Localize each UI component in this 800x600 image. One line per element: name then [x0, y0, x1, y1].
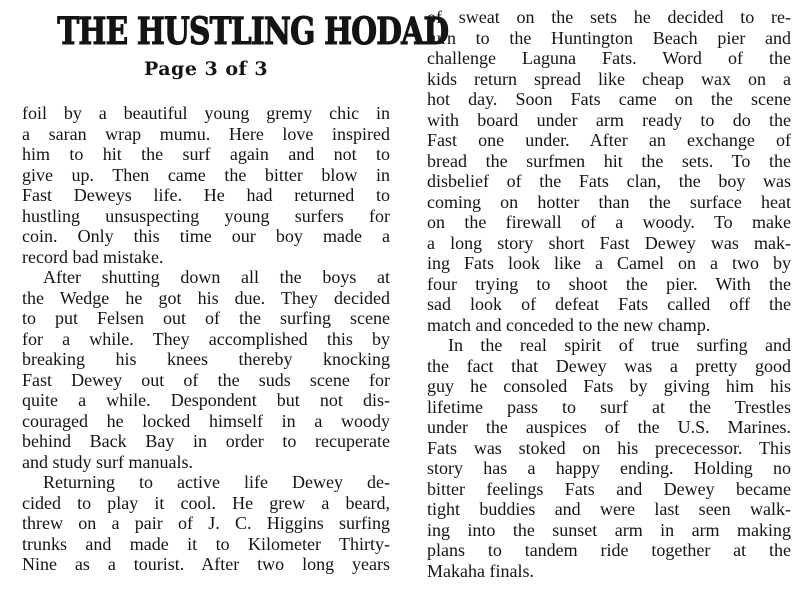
text-line: Nine as a tourist. After two long years [22, 554, 390, 574]
text-line: the Wedge he got his due. They decided [22, 287, 390, 308]
text-line: tight buddies and were last seen walk- [427, 499, 791, 519]
text-line: give up. Then came the bitter blow in [22, 164, 390, 185]
text-line: turn to the Huntington Beach pier and [427, 27, 791, 48]
text-line: In the real spirit of true surfing and [448, 335, 791, 355]
text-line: cided to play it cool. He grew a beard, [22, 492, 390, 513]
page-subtitle: Page 3 of 3 [143, 58, 269, 80]
text-line: foil by a beautiful young gremy chic in [22, 103, 390, 123]
text-line: breaking his knees thereby knocking [22, 349, 390, 369]
text-line: on the firewall of a woody. To make [427, 212, 791, 232]
text-line: Fast Dewey out of the suds scene for [22, 369, 390, 390]
text-line: Fast one under. After an exchange of [427, 130, 791, 150]
text-line: Fast Deweys life. He had returned to [22, 185, 390, 205]
page-header [20, 9, 449, 80]
text-line: coming on hotter than the surface heat [427, 191, 791, 212]
text-line: ing into the sunset arm in arm making [427, 519, 791, 540]
page-title: THE HUSTLING HODAD [57, 9, 449, 53]
text-line: Makaha finals. [427, 560, 534, 581]
text-line: hot day. Soon Fats came on the scene [427, 89, 791, 109]
text-line: plans to tandem ride together at the [427, 540, 791, 560]
text-line: ing Fats look like a Camel on a two by [427, 253, 791, 273]
text-line: record bad mistake. [22, 246, 164, 267]
text-line: challenge Laguna Fats. Word of the [427, 48, 791, 68]
text-line: a saran wrap mumu. Here love inspired [22, 123, 390, 144]
text-line: After shutting down all the boys at [43, 267, 390, 287]
text-line: of sweat on the sets he decided to re- [427, 7, 791, 27]
text-column-left [22, 103, 390, 575]
text-line: guy he consoled Fats by giving him his [427, 376, 791, 396]
text-line: coin. Only this time our boy made a [22, 226, 390, 246]
text-line: a long story short Fast Dewey was mak- [427, 232, 791, 253]
text-line: Returning to active life Dewey de- [43, 472, 390, 492]
text-line: trunks and made it to Kilometer Thirty- [22, 533, 390, 554]
text-line: him to hit the surf again and not to [22, 144, 390, 164]
text-line: four trying to shoot the pier. With the [427, 273, 791, 294]
text-line: threw on a pair of J. C. Higgins surfing [22, 513, 390, 533]
text-line: bitter feelings Fats and Dewey became [427, 478, 791, 499]
text-line: lifetime pass to surf at the Trestles [427, 396, 791, 417]
text-line: disbelief of the Fats clan, the boy was [427, 171, 791, 191]
text-line: kids return spread like cheap wax on a [427, 68, 791, 89]
text-line: with board under arm ready to do the [427, 109, 791, 130]
text-line: hustling unsuspecting young surfers for [22, 205, 390, 226]
text-column-right [427, 7, 791, 581]
text-line: for a while. They accomplished this by [22, 328, 390, 349]
text-line: the fact that Dewey was a pretty good [427, 355, 791, 376]
text-line: to put Felsen out of the surfing scene [22, 308, 390, 328]
text-line: sad look of defeat Fats called off the [427, 294, 791, 314]
text-line: couraged he locked himself in a woody [22, 410, 390, 431]
text-line: under the auspices of the U.S. Marines. [427, 417, 791, 437]
text-line: match and conceded to the new champ. [427, 314, 711, 335]
text-line: Fats was stoked on his prececessor. This [427, 437, 791, 458]
text-line: bread the surfmen hit the sets. To the [427, 150, 791, 171]
text-line: behind Back Bay in order to recuperate [22, 431, 390, 451]
text-line: quite a while. Despondent but not dis- [22, 390, 390, 410]
text-line: and study surf manuals. [22, 451, 193, 472]
text-line: story has a happy ending. Holding no [427, 458, 791, 478]
